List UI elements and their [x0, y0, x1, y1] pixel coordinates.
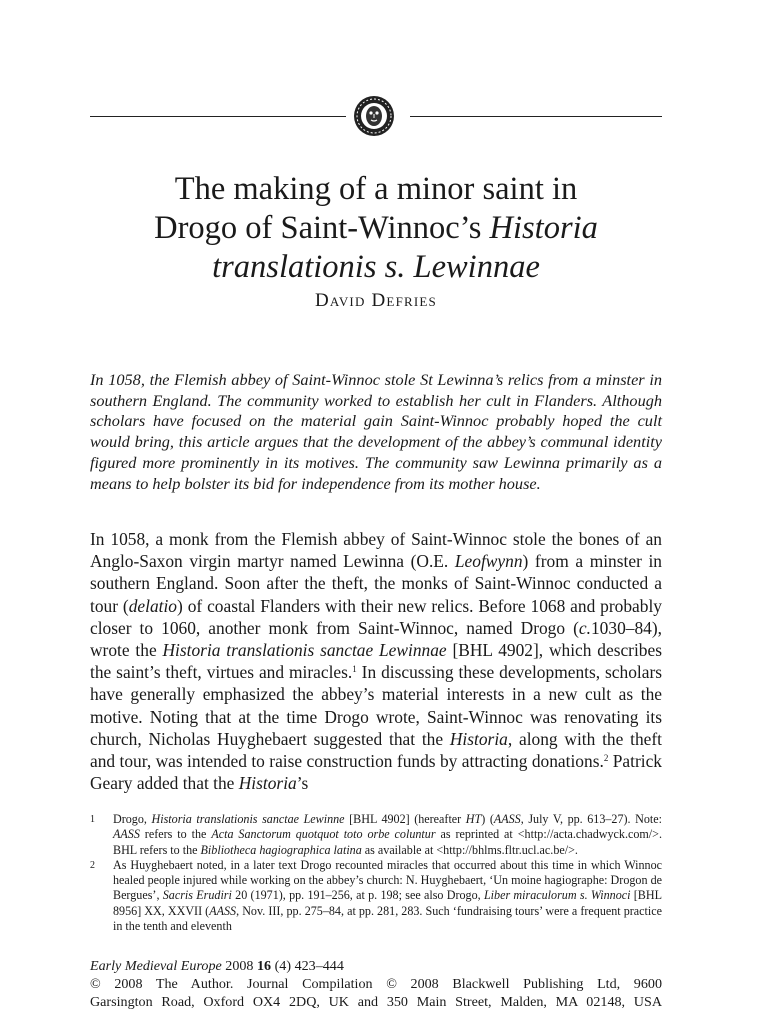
body-text-segment: ’s	[296, 773, 309, 794]
footnote-italic: Sacris Erudiri	[162, 888, 232, 903]
body-italic-segment: Historia	[449, 728, 508, 749]
body-italic-segment: Historia	[238, 773, 297, 794]
body-text-segment: ) from a minster in southern England. Soon after the theft, the monks of Saint-Winnoc conducted a tour (	[90, 551, 662, 616]
footnote-1	[90, 812, 662, 858]
footnote-2	[90, 858, 662, 934]
title-line-2-roman: Drogo of Saint-Winnoc’s	[154, 210, 490, 246]
title-line-1: The making of a minor saint in	[174, 171, 578, 207]
body-text-segment: [BHL 4902], which describes the saint’s theft, virtues and miracles.	[90, 640, 662, 683]
footnote-italic: Liber miraculorum s. Winnoci	[483, 888, 631, 903]
footnote-italic: AASS	[493, 812, 521, 826]
journal-name: Early Medieval Europe	[90, 958, 222, 974]
footnote-text: 20 (1971), pp. 191–256, at p. 198; see also Drogo,	[231, 888, 484, 903]
header-ornament	[90, 94, 662, 138]
body-italic-segment: Leofwynn	[454, 551, 523, 572]
article-title	[90, 170, 662, 287]
journal-info	[90, 957, 662, 1011]
body-text-segment: In discussing these developments, scholars have generally emphasized the abbey’s material interests in a new cult as the motive. Noting that at the time Drogo wrote, Saint-Winnoc was renovating its church, Nicholas Huyghebaert suggested that the	[90, 662, 662, 749]
title-line-2-italic: Historia	[489, 210, 598, 246]
body-text-segment: ) of coastal Flanders with their new relics. Before 1068 and probably closer to 1060, another monk from Saint-Winnoc, named Drogo (	[90, 595, 662, 638]
copyright-line: © 2008 The Author. Journal Compilation © 2008 Blackwell Publishing Ltd, 9600	[90, 976, 662, 992]
footnote-text: [BHL 8956] XX, XXVII (	[113, 888, 662, 918]
footnote-text: , July V, pp. 613–27). Note:	[520, 812, 662, 826]
body-text-segment: 1030–84), wrote the	[90, 617, 662, 661]
footnote-italic: Bibliotheca hagiographica latina	[200, 842, 362, 857]
footnote-text: As Huyghebaert noted, in a later text Drogo recounted miracles that occurred about this time in which Winnoc healed people injured while working on the abbey’s church: N. Huyghebaert, ‘Un moine hagiographe: Drogon de Bergues’,	[113, 857, 662, 903]
footnote-ref-1[interactable]: 1	[352, 664, 357, 675]
title-line-2	[90, 209, 662, 248]
footnote-italic: AASS	[113, 827, 140, 842]
journal-issue-pages: (4) 423–444	[271, 958, 344, 974]
article-author: David Defries	[315, 290, 437, 311]
article-abstract: In 1058, the Flemish abbey of Saint-Winnoc stole St Lewinna’s relics from a minster in southern England. The community worked to establish her cult in Flanders. Although scholars have focused on the material gain Saint-Winnoc probably hoped the cult would bring, this article argues that the development of the abbey’s communal identity figured more prominently in its motives. The community saw Lewinna primarily as a means to help bolster its bid for independence from its mother house.	[90, 370, 662, 493]
ornament-rule-right	[410, 116, 662, 117]
footnote-italic: HT	[465, 812, 482, 826]
body-italic-segment: delatio	[128, 595, 178, 616]
journal-citation	[90, 957, 662, 975]
body-text-segment: , along with the theft and tour, was intended to raise construction funds by attracting donations.	[90, 728, 662, 772]
title-line-3-italic: translationis s. Lewinnae	[212, 249, 540, 285]
article-body-paragraph	[90, 528, 662, 794]
publisher-address-line: Garsington Road, Oxford OX4 2DQ, UK and 350 Main Street, Malden, MA 02148, USA	[90, 994, 662, 1010]
journal-year: 2008	[221, 958, 257, 974]
footnote-text: , Nov. III, pp. 275–84, at pp. 281, 283. Such ‘fundraising tours’ were a frequent practice in the tenth and eleventh	[113, 903, 662, 934]
footnote-number: 1	[90, 814, 95, 825]
body-text-segment: Patrick Geary added that the	[90, 751, 662, 794]
footnote-italic: Acta Sanctorum quotquot toto orbe coluntur	[211, 827, 436, 842]
celtic-face-medallion-icon	[351, 94, 397, 138]
footnote-text: Drogo,	[113, 812, 152, 826]
title-line-3	[90, 248, 662, 287]
body-text-segment: In 1058, a monk from the Flemish abbey of Saint-Winnoc stole the bones of an Anglo-Saxon virgin martyr named Lewinna (O.E.	[90, 529, 662, 572]
footnote-italic: Historia translationis sanctae Lewinne	[151, 812, 345, 826]
footnote-text: refers to the	[139, 827, 212, 842]
journal-volume: 16	[257, 958, 272, 974]
body-italic-segment: c.	[578, 617, 591, 638]
footnote-text: as available at <http://bhlms.fltr.ucl.ac.be/>.	[361, 842, 578, 857]
footnote-text: as reprinted at <http://acta.chadwyck.com/>. BHL refers to the	[113, 827, 662, 857]
footnotes	[90, 812, 662, 934]
footnote-ref-2[interactable]: 2	[603, 753, 609, 764]
footnote-italic: AASS	[209, 903, 237, 918]
body-italic-segment: Historia translationis sanctae Lewinnae	[162, 640, 447, 661]
footnote-number: 2	[90, 859, 95, 871]
footnote-text: ) (	[481, 812, 494, 826]
footnote-text: [BHL 4902] (hereafter	[344, 812, 466, 826]
ornament-rule-left	[90, 116, 346, 117]
